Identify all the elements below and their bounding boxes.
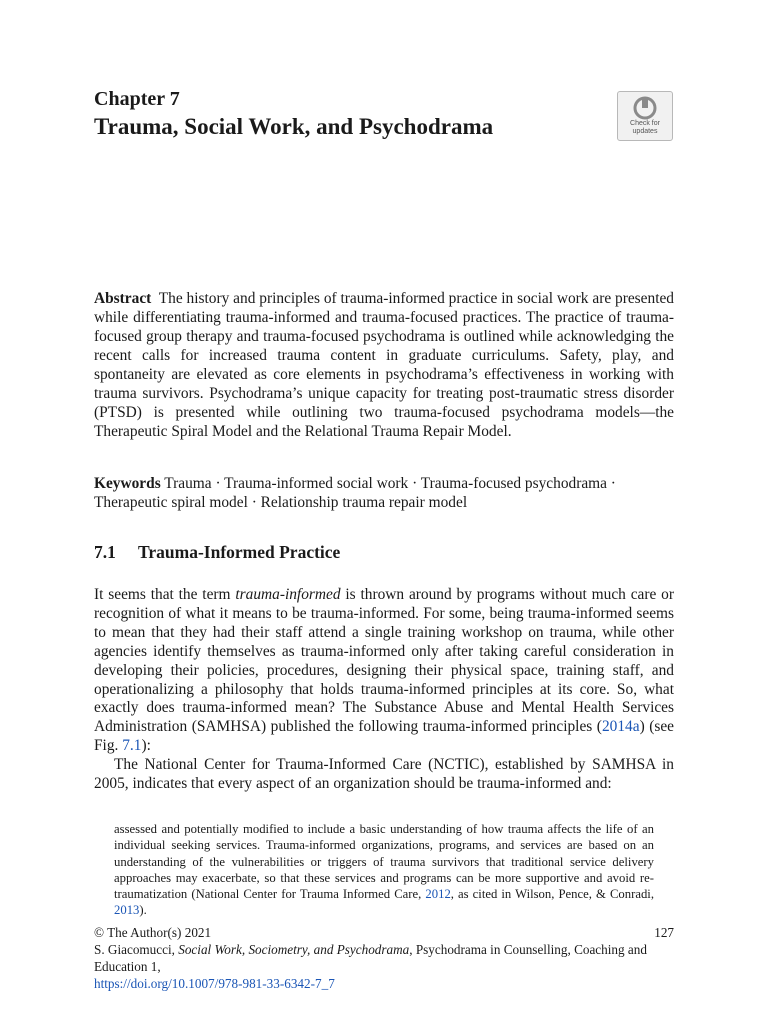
body-text [94, 586, 674, 794]
p1-text-a: It seems that the term [94, 586, 236, 603]
chapter-header [94, 88, 674, 142]
keywords-text: Trauma · Trauma-informed social work · Trauma-focused psychodrama · Therapeutic spiral model · Relationship trauma repair model [94, 475, 616, 511]
book-title: Social Work, Sociometry, and Psychodrama [178, 942, 410, 957]
section-number: 7.1 [94, 542, 116, 562]
doi-link[interactable]: https://doi.org/10.1007/978-981-33-6342-7_7 [94, 976, 335, 991]
abstract [94, 289, 674, 441]
p1-text-b: is thrown around by programs without much care or recognition of what it means to be trauma-informed. For some, being trauma-informed seems to mean that they had their staff attend a single training workshop on trauma, while other agencies identify themselves as trauma-informed only after taking careful consideration in developing their policies, procedures, designing their physical space, training staff, and operationalizing a philosophy that holds trauma-informed principles at its core. So, what exactly does trauma-informed mean? The Substance Abuse and Mental Health Services Administration (SAMHSA) published the following trauma-informed principles ( [94, 586, 674, 736]
author: S. Giacomucci, [94, 942, 179, 957]
paragraph-2: The National Center for Trauma-Informed Care (NCTIC), established by SAMHSA in 2005, indicates that every aspect of an organization should be trauma-informed and: [94, 756, 674, 793]
keywords [94, 474, 674, 512]
citation [94, 941, 674, 975]
badge-text-1: Check for [630, 120, 660, 127]
chapter-number: Chapter 7 [94, 88, 180, 110]
p1-text-c: ) (see Fig. [94, 718, 674, 755]
section-title: Trauma-Informed Practice [138, 542, 341, 562]
copyright: © The Author(s) 2021 [94, 925, 212, 940]
citation-link-2013[interactable]: 2013 [114, 903, 140, 918]
p1-emphasis: trauma-informed [235, 586, 341, 603]
section-heading [94, 542, 340, 563]
quote-text-c: ). [139, 903, 147, 918]
block-quote [114, 821, 654, 919]
quote-text-b: , as cited in Wilson, Pence, & Conradi, [450, 887, 655, 902]
p1-text-d: ): [141, 737, 151, 755]
page-number: 127 [654, 925, 674, 940]
figure-link-7-1[interactable]: 7.1 [122, 737, 142, 755]
series: , Psychodrama in Counselling, Coaching and Education 1, [94, 942, 647, 974]
page-footer [94, 924, 674, 992]
check-for-updates-icon [632, 96, 658, 120]
quote-text-a: assessed and potentially modified to include a basic understanding of how trauma affects the life of an individual seeking services. Trauma-informed organizations, programs, and services are based on an understanding of the vulnerabilities or triggers of trauma survivors that traditional service delivery approaches may exacerbate, so that these services and programs can be more supportive and avoid re-traumatization (National Center for Trauma Informed Care, [114, 822, 654, 902]
citation-link-2012[interactable]: 2012 [425, 887, 451, 902]
abstract-label: Abstract [94, 290, 152, 307]
chapter-title: Trauma, Social Work, and Psychodrama [94, 114, 494, 139]
badge-text-2: updates [632, 128, 658, 135]
check-for-updates-badge[interactable] [617, 91, 673, 141]
abstract-text: The history and principles of trauma-informed practice in social work are presented while differentiating trauma-informed and trauma-focused practices. The practice of trauma-focused group therapy and trauma-focused psychodrama is outlined while acknowledging the recent calls for increased trauma content in graduate curriculums. Safety, play, and spontaneity are elevated as core elements in psychodrama’s effectiveness in working with trauma survivors. Psychodrama’s unique capacity for treating post-traumatic stress disorder (PTSD) is presented while outlining two trauma-focused psychodrama models—the Therapeutic Spiral Model and the Relational Trauma Repair Model. [94, 290, 674, 440]
citation-link-2014a[interactable]: 2014a [601, 718, 640, 736]
paragraph-1 [94, 586, 674, 756]
keywords-label: Keywords [94, 475, 161, 492]
